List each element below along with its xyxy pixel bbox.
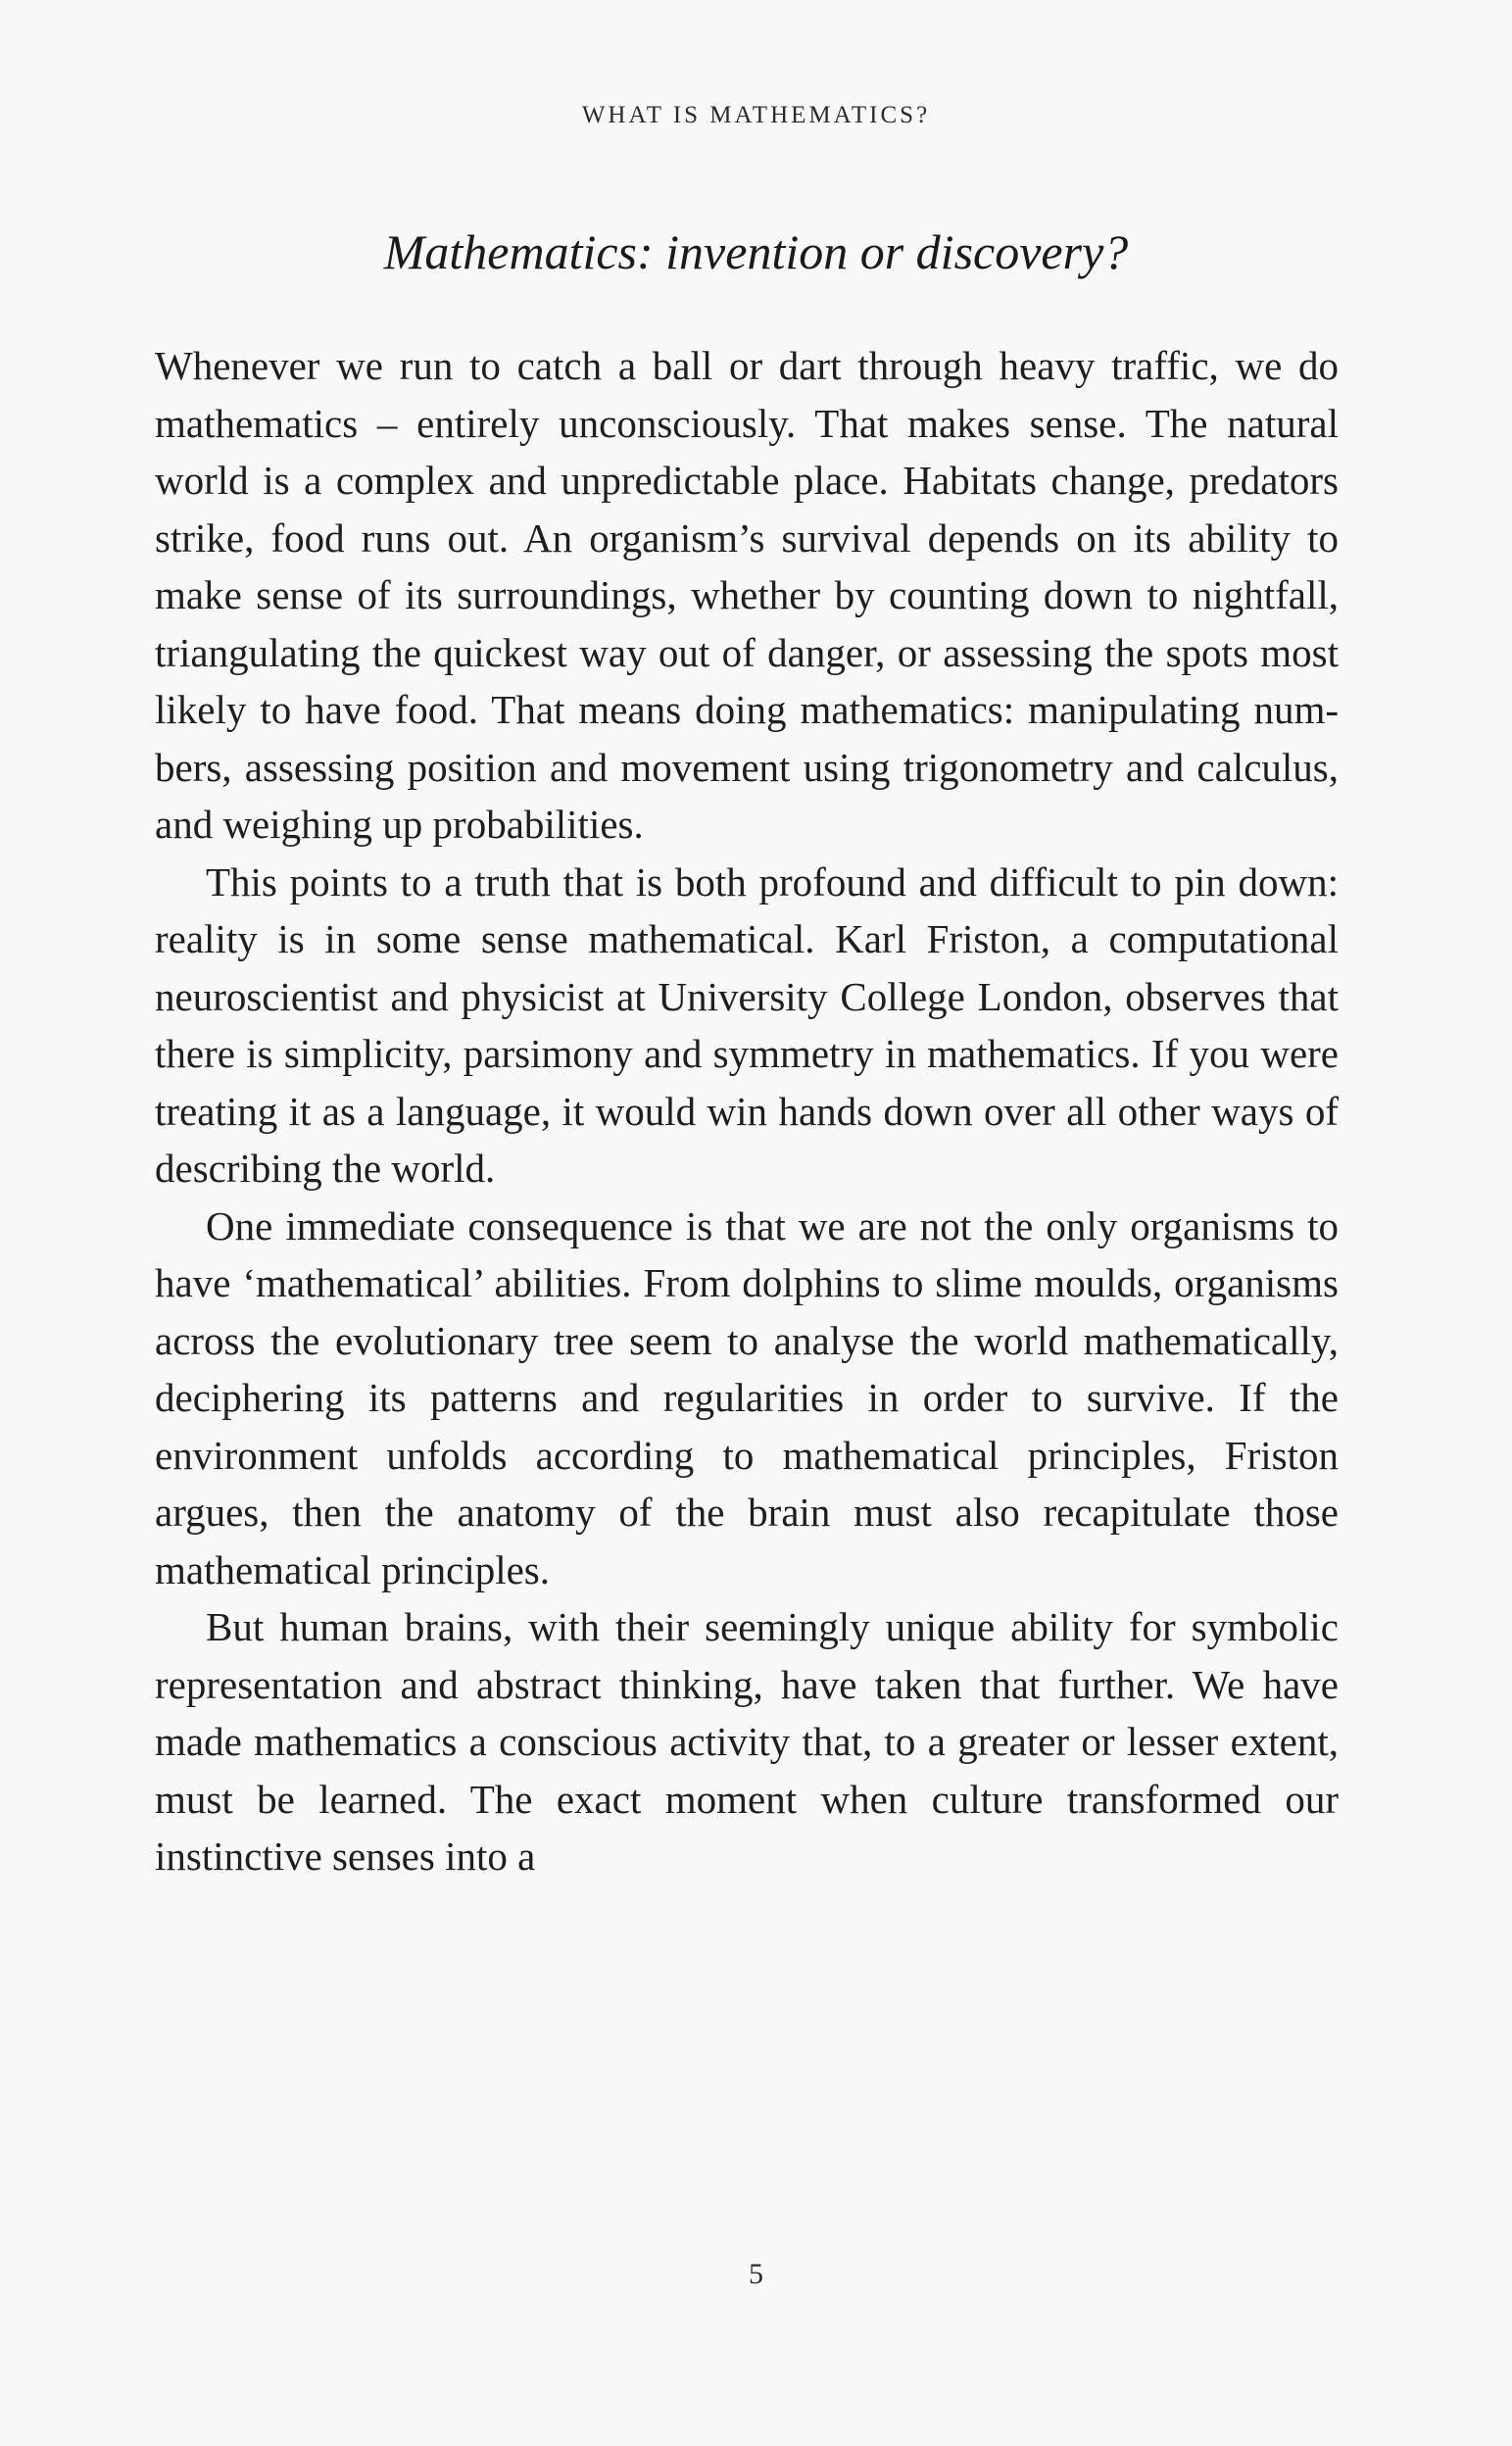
paragraph: Whenever we run to catch a ball or dart through heavy traffic, we do mathematics – entirely unconsciously. That makes sense. The natural world is a complex and unpredictable place. Habitats change, predators strike, food runs out. An organism’s survival depends on its ability to make sense of its surroundings, whether by counting down to nightfall, triangulating the quickest way out of danger, or assessing the spots most likely to have food. That means doing mathematics: manipulating numbers, assessing position and movement using trigonometry and calculus, and weighing up probabilities. (155, 343, 1339, 847)
section-heading: Mathematics: invention or discovery? (383, 224, 1129, 279)
page-number: 5 (749, 2258, 763, 2290)
body-text (155, 337, 1339, 1885)
paragraph: This points to a truth that is both profound and difficult to pin down: reality is in some sense mathematical. Karl Friston, a computational neuroscientist and physicist at University College London, observes that there is simplicity, parsimony and symmetry in mathematics. If you were treating it as a language, it would win hands down over all other ways of describing the world. (155, 858, 1339, 1191)
paragraph: But human brains, with their seemingly unique ability for symbolic representation and abstract thinking, have taken that further. We have made mathematics a conscious activity that, to a greater or lesser extent, must be learned. The exact moment when culture transformed our instinctive senses into a (155, 1604, 1339, 1879)
running-head: WHAT IS MATHEMATICS? (581, 102, 931, 128)
paragraph: One immediate consequence is that we are not the only organisms to have ‘mathematical’ abilities. From dolphins to slime moulds, organisms across the evolutionary tree seem to analyse the world mathematically, deciphering its patterns and regularities in order to survive. If the environment unfolds according to mathematical principles, Friston argues, then the anatomy of the brain must also recapitulate those mathematical principles. (155, 1202, 1339, 1592)
